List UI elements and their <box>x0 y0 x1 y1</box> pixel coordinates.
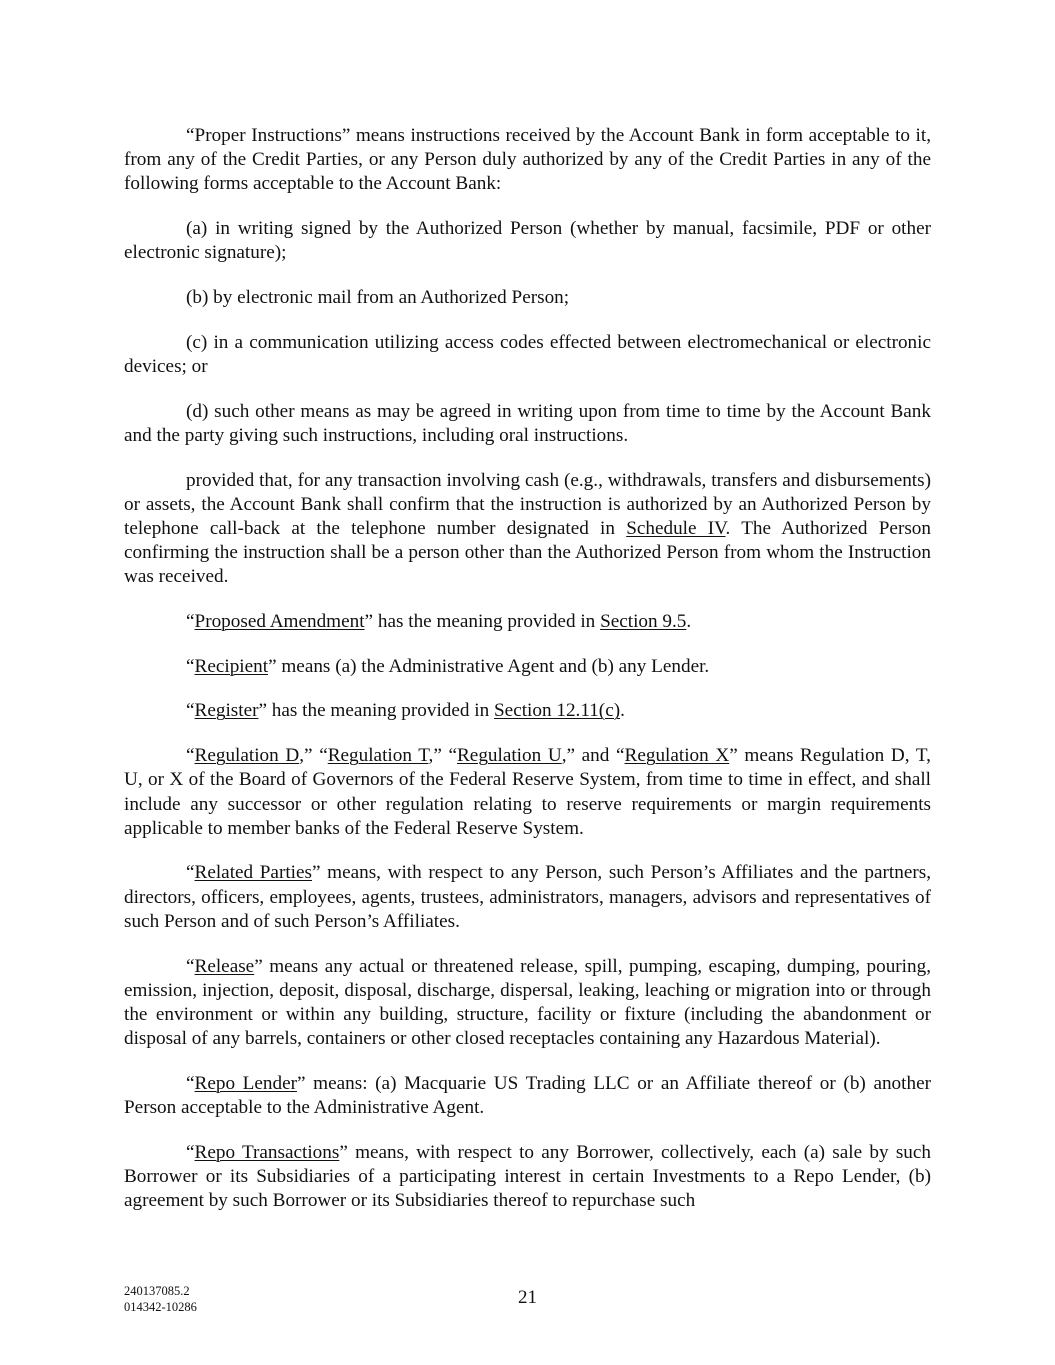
section-reference: Section 12.11(c) <box>494 700 621 722</box>
definition-text: ” means: (a) Macquarie US Trading LLC or an Affiliate thereof or (b) another Person acceptable to the Administrative Agent. <box>124 1072 931 1119</box>
open-quote: “ <box>186 955 195 977</box>
proper-instructions-item-b: (b) by electronic mail from an Authorized Person; <box>186 287 570 309</box>
open-quote: “ <box>186 700 195 722</box>
proper-instructions-item-c: (c) in a communication utilizing access codes effected between electromechanical or electronic devices; or <box>124 331 931 377</box>
definition-text: ” means any actual or threatened release, spill, pumping, escaping, dumping, pouring, emission, injection, deposit, disposal, discharge, dispersal, leaking, leaching or migration into or through the environment or within any building, structure, facility or fixture (including the abandonment or disposal of any barrels, containers or other closed receptacles containing any Hazardous Material). <box>124 955 931 1050</box>
definition-text: ” has the meaning provided in <box>258 700 494 722</box>
definition-end: . <box>620 700 625 722</box>
page-number: 21 <box>518 1287 537 1308</box>
defined-term: Related Parties <box>194 862 312 884</box>
schedule-reference: Schedule IV <box>626 517 726 539</box>
document-page <box>124 124 931 1213</box>
defined-term-regulation-u: Regulation U <box>457 745 562 767</box>
definition-proposed-amendment <box>124 610 931 634</box>
definition-repo-transactions <box>124 1141 931 1214</box>
term-separator: ,” “ <box>299 745 328 767</box>
defined-term: Repo Transactions <box>194 1141 340 1163</box>
definition-text: ” means, with respect to any Borrower, collectively, each (a) sale by such Borrower or its Subsidiaries of a participating interest in certain Investments to a Repo Lender, (b) agreement by such Borrower or its Subsidiaries thereof to repurchase such <box>124 1141 931 1212</box>
defined-term: Repo Lender <box>194 1072 298 1094</box>
proper-instructions-item-d: (d) such other means as may be agreed in writing upon from time to time by the Account Bank and the party giving such instructions, including oral instructions. <box>124 400 931 446</box>
definition-text: ” means (a) the Administrative Agent and (b) any Lender. <box>268 655 710 677</box>
open-quote: “ <box>186 862 195 884</box>
definition-text: ” means instructions received by the Account Bank in form acceptable to it, from any of the Credit Parties, or any Person duly authorized by any of the Credit Parties in any of the following forms acceptable to the Account Bank: <box>124 125 931 195</box>
definition-text: ” has the meaning provided in <box>364 611 601 633</box>
definition-related-parties <box>124 861 931 934</box>
open-quote: “ <box>186 655 195 677</box>
defined-term: Recipient <box>194 655 269 677</box>
defined-term-regulation-x: Regulation X <box>624 745 730 767</box>
proviso-text: provided that, for any transaction involving cash (e.g., withdrawals, transfers and disbursements) or assets, the Account Bank shall confirm that the instruction is authorized by an Authorized Person by telephone call-back at the telephone number designated in <box>124 469 931 539</box>
open-quote: “ <box>186 1072 195 1094</box>
definition-repo-lender <box>124 1072 931 1120</box>
definition-regulations <box>124 744 931 841</box>
definition-end: . <box>686 611 692 633</box>
defined-term-regulation-t: Regulation T <box>327 745 429 767</box>
defined-term: Proper Instructions <box>194 125 342 146</box>
term-separator: ,” “ <box>428 745 457 767</box>
definition-register <box>124 699 931 723</box>
section-reference: Section 9.5 <box>600 611 687 633</box>
definition-recipient <box>124 655 931 679</box>
proviso-text-end: . The Authorized Person confirming the instruction shall be a person other than the Authorized Person from whom the Instruction was received. <box>124 517 931 588</box>
defined-term: Release <box>194 955 255 977</box>
open-quote: “ <box>186 125 195 146</box>
open-quote: “ <box>186 1141 195 1163</box>
proper-instructions-item-a: (a) in writing signed by the Authorized Person (whether by manual, facsimile, PDF or other electronic signature); <box>124 218 931 264</box>
defined-term: Register <box>194 700 259 722</box>
document-id-line-2: 014342-10286 <box>124 1300 197 1314</box>
document-id-line-1: 240137085.2 <box>124 1284 190 1298</box>
definition-text: ” means Regulation D, T, U, or X of the Board of Governors of the Federal Reserve System, from time to time in effect, and shall include any successor or other regulation relating to reserve requirements or margin requirements applicable to member banks of the Federal Reserve System. <box>124 745 931 839</box>
open-quote: “ <box>186 745 195 767</box>
term-separator: ,” and “ <box>561 745 625 767</box>
open-quote: “ <box>186 611 195 633</box>
definition-proper-instructions <box>124 124 931 197</box>
definition-release <box>124 955 931 1052</box>
proper-instructions-proviso <box>124 469 931 590</box>
defined-term-regulation-d: Regulation D <box>194 745 300 767</box>
defined-term: Proposed Amendment <box>194 611 365 633</box>
definition-text: ” means, with respect to any Person, such Person’s Affiliates and the partners, directors, officers, employees, agents, trustees, administrators, managers, advisors and representatives of such Person and of such Person’s Affiliates. <box>124 862 931 932</box>
